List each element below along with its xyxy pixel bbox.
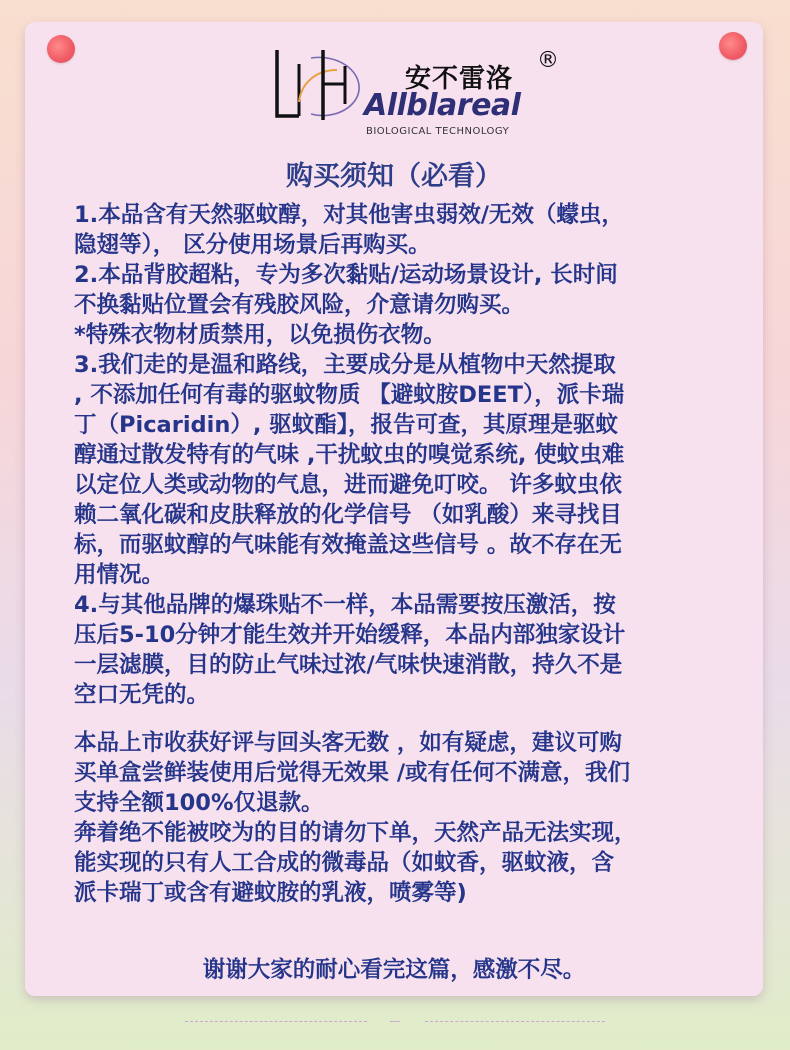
notice-line: 2.本品背胶超粘，专为多次黏贴/运动场景设计, 长时间	[74, 262, 618, 288]
notice-line: 以定位人类或动物的气息，进而避免叮咬。 许多蚊虫依	[74, 472, 622, 498]
notice-line: 能实现的只有人工合成的微毒品（如蚊香，驱蚊液，含	[74, 850, 615, 876]
notice-line: *特殊衣物材质禁用，以免损伤衣物。	[74, 322, 446, 348]
registered-mark: ®	[537, 48, 559, 73]
notice-line: 标，而驱蚊醇的气味能有效掩盖这些信号 。故不存在无	[74, 532, 622, 558]
notice-line: 支持全额100%仅退款。	[74, 790, 324, 816]
brand-logo-icon	[271, 44, 371, 124]
notice-line: 空口无凭的。	[74, 682, 210, 708]
notice-line: 醇通过散发特有的气味 ,干扰蚊虫的嗅觉系统, 使蚊虫难	[74, 442, 625, 468]
notice-line: 本品上市收获好评与回头客无数 ，如有疑虑，建议可购	[74, 730, 622, 756]
notice-title: 购买须知（必看）	[286, 161, 502, 192]
notice-line: 4.与其他品牌的爆珠贴不一样，本品需要按压激活，按	[74, 592, 616, 618]
pin-icon	[47, 35, 75, 63]
notice-line: 赖二氧化碳和皮肤释放的化学信号 （如乳酸）来寻找目	[74, 502, 622, 528]
notice-line: 用情况。	[74, 562, 165, 588]
divider	[425, 1021, 605, 1022]
notice-body	[74, 200, 746, 908]
brand-name-en: Allblareal	[364, 88, 521, 123]
divider	[185, 1021, 367, 1022]
notice-line: 压后5-10分钟才能生效并开始缓释，本品内部独家设计	[74, 622, 626, 648]
paragraph-spacer	[74, 710, 746, 728]
notice-line: 不换黏贴位置会有残胶风险，介意请勿购买。	[74, 292, 525, 318]
notice-line: 丁（Picaridin）, 驱蚊酯】，报告可查，其原理是驱蚊	[74, 412, 618, 438]
pin-icon	[719, 32, 747, 60]
brand-name-cn: 安不雷洛	[405, 64, 514, 94]
divider	[390, 1021, 400, 1022]
notice-card	[25, 22, 763, 996]
notice-line: 隐翅等）， 区分使用场景后再购买。	[74, 232, 431, 258]
notice-line: , 不添加任何有毒的驱蚊物质 【避蚊胺DEET），派卡瑞	[74, 382, 625, 408]
notice-line: 一层滤膜，目的防止气味过浓/气味快速消散，持久不是	[74, 652, 623, 678]
notice-line: 买单盒尝鲜装使用后觉得无效果 /或有任何不满意，我们	[74, 760, 631, 786]
notice-line: 1.本品含有天然驱蚊醇，对其他害虫弱效/无效（蠓虫，	[74, 202, 624, 228]
notice-line: 3.我们走的是温和路线，主要成分是从植物中天然提取	[74, 352, 616, 378]
brand-logo	[271, 42, 571, 146]
brand-tagline: BIOLOGICAL TECHNOLOGY	[366, 126, 510, 137]
thank-you-note: 谢谢大家的耐心看完这篇，感激不尽。	[202, 957, 586, 983]
notice-line: 奔着绝不能被咬为的目的请勿下单，天然产品无法实现，	[74, 820, 637, 846]
notice-line: 派卡瑞丁或含有避蚊胺的乳液，喷雾等)	[74, 880, 467, 906]
